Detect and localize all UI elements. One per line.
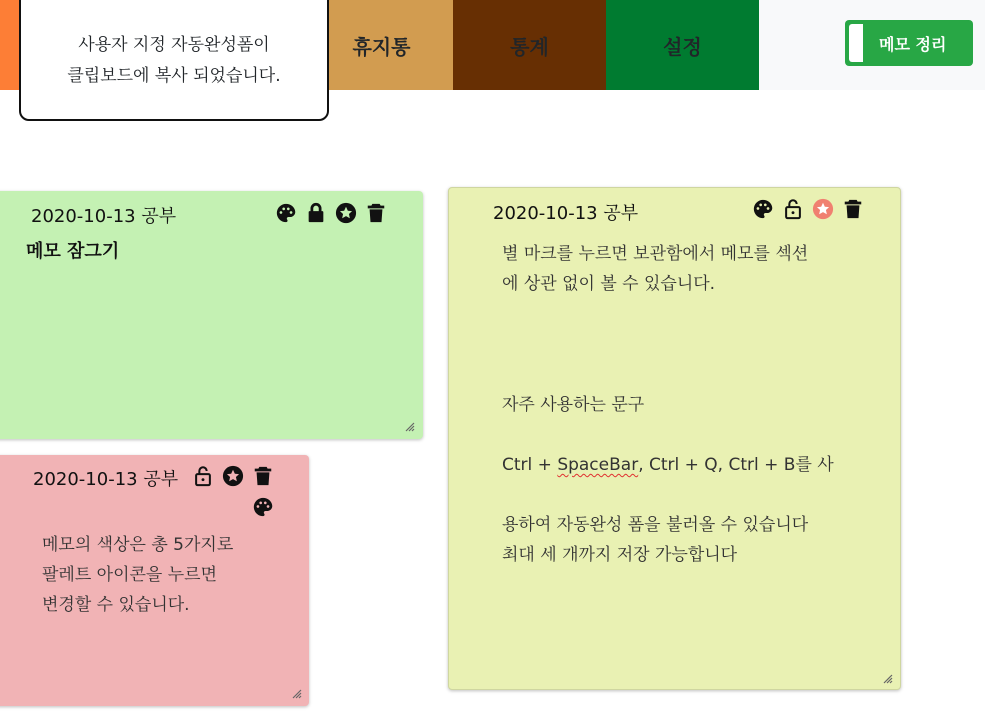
toast-line-1: 사용자 지정 자동완성폼이 <box>78 34 270 55</box>
memo-body-text: , Ctrl + Q, Ctrl + B를 사 <box>638 455 834 475</box>
tab-settings[interactable]: 설정 <box>606 0 759 90</box>
star-icon[interactable] <box>222 465 244 487</box>
clipboard-toast <box>19 0 329 121</box>
memo-body-line: 자주 사용하는 문구 <box>502 395 645 415</box>
memo-body: 메모의 색상은 총 5가지로 팔레트 아이콘을 누르면 변경할 수 있습니다. <box>42 535 234 615</box>
palette-icon[interactable] <box>275 202 297 224</box>
unlock-icon[interactable] <box>782 198 804 220</box>
memo-date: 2020-10-13 공부 <box>493 203 639 224</box>
spellcheck-word: SpaceBar <box>557 455 639 475</box>
lock-icon[interactable] <box>305 202 327 224</box>
tab-stats[interactable]: 통계 <box>453 0 606 90</box>
memo-card-pink[interactable] <box>0 455 309 706</box>
memo-organize-toggle[interactable] <box>845 20 973 66</box>
trash-icon[interactable] <box>842 198 864 220</box>
memo-card-yellow[interactable] <box>448 187 901 690</box>
memo-date: 2020-10-13 공부 <box>33 469 179 490</box>
palette-icon[interactable] <box>252 496 274 518</box>
memo-title: 메모 잠그기 <box>26 241 120 262</box>
trash-icon[interactable] <box>365 202 387 224</box>
palette-icon[interactable] <box>752 198 774 220</box>
star-icon[interactable] <box>812 198 834 220</box>
resize-grip-icon[interactable] <box>405 422 415 432</box>
unlock-icon[interactable] <box>192 465 214 487</box>
memo-body-paragraph-1: 별 마크를 누르면 보관함에서 메모를 섹션 에 상관 없이 볼 수 있습니다. <box>502 244 809 294</box>
memo-card-green[interactable] <box>0 191 423 439</box>
star-icon[interactable] <box>335 202 357 224</box>
toggle-label: 메모 정리 <box>879 34 947 54</box>
tab-trash[interactable]: 휴지통 <box>310 0 453 90</box>
toggle-knob <box>849 24 863 62</box>
memo-body-line <box>502 450 834 480</box>
memo-body-line: 용하여 자동완성 폼을 불러올 수 있습니다 최대 세 개까지 저장 가능합니다 <box>502 515 809 565</box>
resize-grip-icon[interactable] <box>292 689 302 699</box>
memo-body-text: Ctrl + <box>502 455 558 475</box>
memo-date: 2020-10-13 공부 <box>31 206 177 227</box>
resize-grip-icon[interactable] <box>883 674 893 684</box>
memo-body-paragraph-2 <box>502 360 834 600</box>
trash-icon[interactable] <box>252 465 274 487</box>
toast-line-2: 클립보드에 복사 되었습니다. <box>67 65 281 86</box>
